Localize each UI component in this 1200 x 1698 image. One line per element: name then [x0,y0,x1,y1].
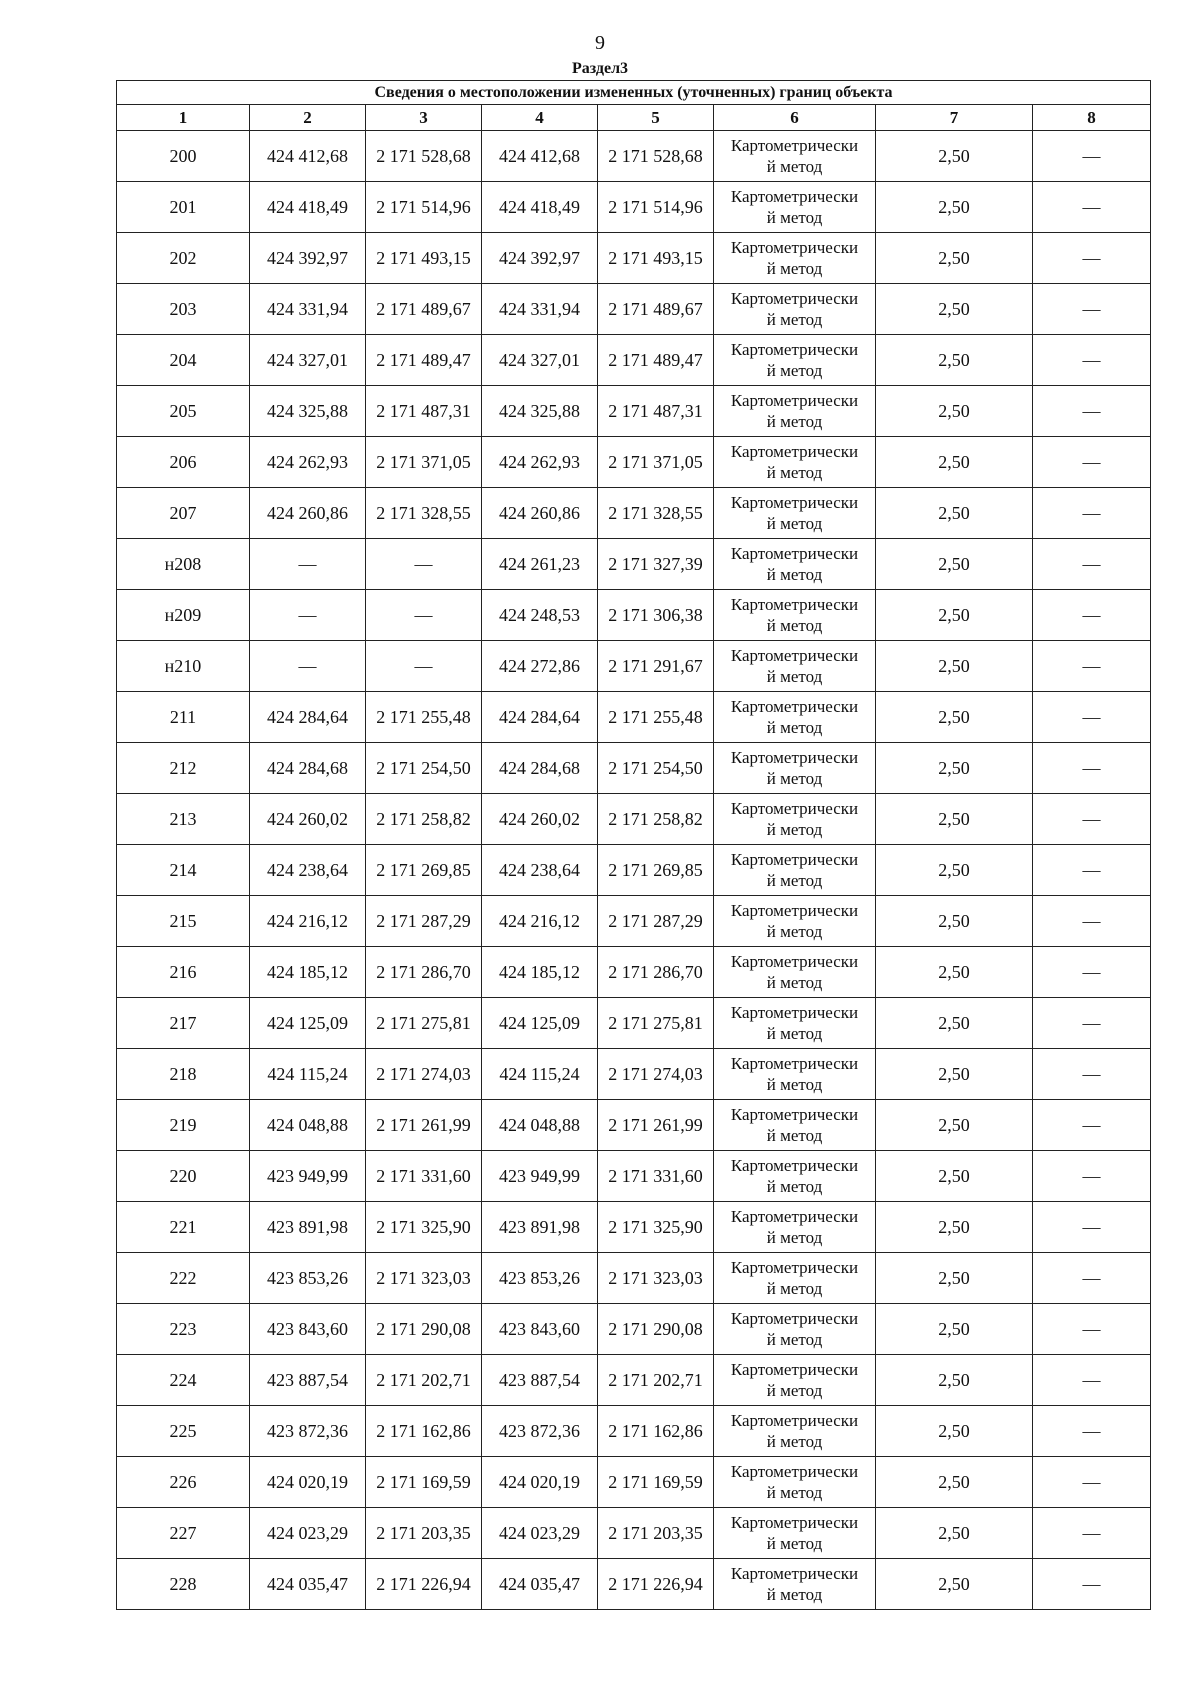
cell-point-number: н209 [117,590,250,641]
cell-description: — [1033,692,1151,743]
cell-new-x: 423 853,26 [482,1253,598,1304]
table-caption: Сведения о местоположении измененных (уточненных) границ объекта [117,81,1151,105]
cell-new-x: 424 023,29 [482,1508,598,1559]
cell-new-y: 2 171 331,60 [598,1151,714,1202]
cell-new-y: 2 171 489,47 [598,335,714,386]
cell-accuracy: 2,50 [876,131,1033,182]
cell-accuracy: 2,50 [876,1508,1033,1559]
cell-new-y: 2 171 202,71 [598,1355,714,1406]
table-row [117,335,1151,386]
cell-description: — [1033,539,1151,590]
cell-existing-x: 424 284,64 [250,692,366,743]
cell-existing-x: 424 260,86 [250,488,366,539]
cell-description: — [1033,998,1151,1049]
cell-description: — [1033,1304,1151,1355]
cell-method: Картометрически й метод [714,794,876,845]
cell-description: — [1033,845,1151,896]
cell-accuracy: 2,50 [876,1253,1033,1304]
column-number-8: 8 [1033,105,1151,131]
cell-new-x: 423 887,54 [482,1355,598,1406]
cell-method: Картометрически й метод [714,590,876,641]
cell-existing-y: 2 171 328,55 [366,488,482,539]
cell-existing-y: 2 171 258,82 [366,794,482,845]
cell-existing-x: 423 872,36 [250,1406,366,1457]
cell-new-x: 423 843,60 [482,1304,598,1355]
cell-new-y: 2 171 323,03 [598,1253,714,1304]
cell-existing-x: 423 887,54 [250,1355,366,1406]
cell-method: Картометрически й метод [714,1508,876,1559]
cell-existing-y: 2 171 487,31 [366,386,482,437]
cell-point-number: 214 [117,845,250,896]
column-number-4: 4 [482,105,598,131]
cell-description: — [1033,182,1151,233]
cell-point-number: 217 [117,998,250,1049]
cell-new-y: 2 171 514,96 [598,182,714,233]
cell-new-y: 2 171 493,15 [598,233,714,284]
table-row [117,1151,1151,1202]
cell-description: — [1033,794,1151,845]
cell-accuracy: 2,50 [876,794,1033,845]
boundary-coordinates-table [116,80,1151,1610]
cell-point-number: н210 [117,641,250,692]
cell-description: — [1033,1049,1151,1100]
table-row [117,1049,1151,1100]
cell-new-x: 424 238,64 [482,845,598,896]
cell-new-y: 2 171 328,55 [598,488,714,539]
cell-new-x: 424 216,12 [482,896,598,947]
cell-new-y: 2 171 306,38 [598,590,714,641]
cell-new-y: 2 171 269,85 [598,845,714,896]
cell-existing-x: 424 125,09 [250,998,366,1049]
table-row [117,437,1151,488]
cell-new-y: 2 171 287,29 [598,896,714,947]
table-row [117,692,1151,743]
cell-new-x: 424 262,93 [482,437,598,488]
cell-accuracy: 2,50 [876,284,1033,335]
cell-description: — [1033,1406,1151,1457]
cell-existing-y: 2 171 325,90 [366,1202,482,1253]
cell-point-number: 213 [117,794,250,845]
table-row [117,1559,1151,1610]
cell-point-number: 226 [117,1457,250,1508]
cell-existing-x: 424 115,24 [250,1049,366,1100]
cell-accuracy: 2,50 [876,437,1033,488]
cell-method: Картометрически й метод [714,539,876,590]
cell-existing-x: 424 048,88 [250,1100,366,1151]
cell-method: Картометрически й метод [714,386,876,437]
cell-new-y: 2 171 203,35 [598,1508,714,1559]
table-row [117,1355,1151,1406]
cell-new-y: 2 171 286,70 [598,947,714,998]
cell-new-y: 2 171 261,99 [598,1100,714,1151]
cell-existing-y: 2 171 162,86 [366,1406,482,1457]
cell-accuracy: 2,50 [876,539,1033,590]
cell-description: — [1033,386,1151,437]
cell-point-number: 215 [117,896,250,947]
cell-new-x: 424 331,94 [482,284,598,335]
cell-existing-x: 424 216,12 [250,896,366,947]
cell-new-x: 423 949,99 [482,1151,598,1202]
cell-new-x: 424 248,53 [482,590,598,641]
cell-description: — [1033,488,1151,539]
cell-point-number: 227 [117,1508,250,1559]
cell-existing-y: 2 171 274,03 [366,1049,482,1100]
cell-accuracy: 2,50 [876,998,1033,1049]
cell-method: Картометрически й метод [714,743,876,794]
cell-existing-y: 2 171 169,59 [366,1457,482,1508]
cell-existing-y: 2 171 275,81 [366,998,482,1049]
cell-accuracy: 2,50 [876,1457,1033,1508]
table-row [117,641,1151,692]
cell-description: — [1033,131,1151,182]
cell-point-number: 228 [117,1559,250,1610]
cell-method: Картометрически й метод [714,1049,876,1100]
table-row [117,845,1151,896]
cell-existing-x: 424 284,68 [250,743,366,794]
cell-accuracy: 2,50 [876,641,1033,692]
cell-accuracy: 2,50 [876,233,1033,284]
cell-description: — [1033,590,1151,641]
cell-new-x: 423 891,98 [482,1202,598,1253]
column-number-7: 7 [876,105,1033,131]
cell-new-y: 2 171 371,05 [598,437,714,488]
cell-new-x: 424 020,19 [482,1457,598,1508]
cell-description: — [1033,335,1151,386]
cell-method: Картометрически й метод [714,1202,876,1253]
column-number-5: 5 [598,105,714,131]
cell-description: — [1033,1253,1151,1304]
cell-existing-y: 2 171 202,71 [366,1355,482,1406]
cell-existing-y: 2 171 528,68 [366,131,482,182]
cell-new-x: 424 418,49 [482,182,598,233]
cell-existing-y: 2 171 489,67 [366,284,482,335]
cell-new-y: 2 171 327,39 [598,539,714,590]
table-row [117,182,1151,233]
cell-new-y: 2 171 325,90 [598,1202,714,1253]
cell-description: — [1033,743,1151,794]
cell-new-y: 2 171 487,31 [598,386,714,437]
cell-existing-y: 2 171 287,29 [366,896,482,947]
cell-new-y: 2 171 169,59 [598,1457,714,1508]
cell-new-y: 2 171 274,03 [598,1049,714,1100]
cell-existing-x: 424 392,97 [250,233,366,284]
cell-new-x: 424 327,01 [482,335,598,386]
cell-existing-x: 424 412,68 [250,131,366,182]
cell-existing-y: 2 171 261,99 [366,1100,482,1151]
cell-point-number: 221 [117,1202,250,1253]
cell-description: — [1033,1457,1151,1508]
cell-new-x: 424 272,86 [482,641,598,692]
table-row [117,539,1151,590]
cell-new-y: 2 171 226,94 [598,1559,714,1610]
cell-method: Картометрически й метод [714,1559,876,1610]
cell-existing-x: 424 185,12 [250,947,366,998]
cell-new-y: 2 171 255,48 [598,692,714,743]
cell-accuracy: 2,50 [876,1406,1033,1457]
cell-existing-x: — [250,590,366,641]
cell-accuracy: 2,50 [876,1304,1033,1355]
cell-existing-y: 2 171 203,35 [366,1508,482,1559]
column-number-6: 6 [714,105,876,131]
cell-new-x: 424 185,12 [482,947,598,998]
cell-existing-x: — [250,641,366,692]
cell-accuracy: 2,50 [876,743,1033,794]
table-row [117,1100,1151,1151]
cell-method: Картометрически й метод [714,437,876,488]
cell-existing-x: 424 035,47 [250,1559,366,1610]
cell-description: — [1033,1559,1151,1610]
cell-description: — [1033,1508,1151,1559]
cell-new-x: 424 261,23 [482,539,598,590]
cell-new-x: 424 392,97 [482,233,598,284]
cell-new-x: 424 125,09 [482,998,598,1049]
cell-new-y: 2 171 489,67 [598,284,714,335]
cell-accuracy: 2,50 [876,845,1033,896]
cell-existing-y: — [366,539,482,590]
cell-point-number: 220 [117,1151,250,1202]
cell-method: Картометрически й метод [714,488,876,539]
cell-existing-x: 424 327,01 [250,335,366,386]
cell-existing-x: 423 891,98 [250,1202,366,1253]
cell-method: Картометрически й метод [714,1406,876,1457]
cell-method: Картометрически й метод [714,233,876,284]
table-row [117,1508,1151,1559]
cell-existing-y: 2 171 255,48 [366,692,482,743]
cell-point-number: 222 [117,1253,250,1304]
cell-accuracy: 2,50 [876,386,1033,437]
cell-existing-y: 2 171 290,08 [366,1304,482,1355]
table-row [117,1406,1151,1457]
cell-point-number: 204 [117,335,250,386]
cell-new-x: 424 035,47 [482,1559,598,1610]
cell-existing-x: 424 262,93 [250,437,366,488]
cell-new-x: 424 284,68 [482,743,598,794]
cell-point-number: 223 [117,1304,250,1355]
cell-new-y: 2 171 291,67 [598,641,714,692]
cell-method: Картометрически й метод [714,1304,876,1355]
cell-point-number: 200 [117,131,250,182]
table-row [117,386,1151,437]
table-row [117,947,1151,998]
cell-new-y: 2 171 275,81 [598,998,714,1049]
cell-existing-y: 2 171 331,60 [366,1151,482,1202]
cell-description: — [1033,437,1151,488]
cell-existing-x: 423 949,99 [250,1151,366,1202]
column-number-1: 1 [117,105,250,131]
cell-point-number: 206 [117,437,250,488]
cell-new-x: 424 412,68 [482,131,598,182]
column-number-3: 3 [366,105,482,131]
cell-description: — [1033,233,1151,284]
cell-new-x: 424 325,88 [482,386,598,437]
cell-existing-y: 2 171 489,47 [366,335,482,386]
cell-existing-y: 2 171 286,70 [366,947,482,998]
cell-existing-y: 2 171 493,15 [366,233,482,284]
cell-point-number: 202 [117,233,250,284]
cell-point-number: н208 [117,539,250,590]
cell-new-y: 2 171 528,68 [598,131,714,182]
cell-existing-x: 424 020,19 [250,1457,366,1508]
cell-method: Картометрически й метод [714,641,876,692]
cell-accuracy: 2,50 [876,1559,1033,1610]
cell-description: — [1033,1100,1151,1151]
table-row [117,131,1151,182]
cell-accuracy: 2,50 [876,1151,1033,1202]
cell-existing-y: 2 171 371,05 [366,437,482,488]
cell-existing-x: 424 023,29 [250,1508,366,1559]
section-title: Раздел3 [571,60,629,77]
cell-accuracy: 2,50 [876,692,1033,743]
cell-accuracy: 2,50 [876,335,1033,386]
cell-description: — [1033,284,1151,335]
cell-method: Картометрически й метод [714,131,876,182]
cell-existing-x: 424 418,49 [250,182,366,233]
cell-method: Картометрически й метод [714,284,876,335]
cell-method: Картометрически й метод [714,947,876,998]
cell-accuracy: 2,50 [876,1049,1033,1100]
table-row [117,1202,1151,1253]
cell-accuracy: 2,50 [876,1355,1033,1406]
cell-point-number: 205 [117,386,250,437]
table-row [117,1304,1151,1355]
cell-method: Картометрически й метод [714,896,876,947]
cell-existing-x: 424 260,02 [250,794,366,845]
table-row [117,1253,1151,1304]
cell-accuracy: 2,50 [876,488,1033,539]
cell-existing-y: — [366,590,482,641]
table-row [117,896,1151,947]
cell-method: Картометрически й метод [714,998,876,1049]
cell-existing-y: — [366,641,482,692]
cell-point-number: 216 [117,947,250,998]
cell-accuracy: 2,50 [876,896,1033,947]
cell-existing-y: 2 171 254,50 [366,743,482,794]
cell-existing-y: 2 171 514,96 [366,182,482,233]
cell-method: Картометрически й метод [714,692,876,743]
cell-existing-x: 424 325,88 [250,386,366,437]
cell-new-x: 424 115,24 [482,1049,598,1100]
cell-point-number: 211 [117,692,250,743]
cell-point-number: 224 [117,1355,250,1406]
cell-new-x: 424 048,88 [482,1100,598,1151]
cell-accuracy: 2,50 [876,1100,1033,1151]
cell-description: — [1033,1355,1151,1406]
cell-new-x: 424 284,64 [482,692,598,743]
cell-accuracy: 2,50 [876,590,1033,641]
cell-description: — [1033,896,1151,947]
cell-method: Картометрически й метод [714,845,876,896]
cell-description: — [1033,641,1151,692]
cell-existing-y: 2 171 226,94 [366,1559,482,1610]
cell-accuracy: 2,50 [876,947,1033,998]
cell-method: Картометрически й метод [714,1151,876,1202]
cell-description: — [1033,1151,1151,1202]
cell-existing-x: 423 843,60 [250,1304,366,1355]
cell-existing-y: 2 171 323,03 [366,1253,482,1304]
cell-new-x: 424 260,86 [482,488,598,539]
page-number: 9 [595,32,605,54]
cell-method: Картометрически й метод [714,182,876,233]
cell-method: Картометрически й метод [714,1100,876,1151]
cell-method: Картометрически й метод [714,1355,876,1406]
cell-new-y: 2 171 258,82 [598,794,714,845]
cell-accuracy: 2,50 [876,182,1033,233]
cell-new-x: 424 260,02 [482,794,598,845]
cell-point-number: 218 [117,1049,250,1100]
cell-point-number: 201 [117,182,250,233]
cell-existing-x: 424 331,94 [250,284,366,335]
cell-existing-y: 2 171 269,85 [366,845,482,896]
cell-new-y: 2 171 290,08 [598,1304,714,1355]
column-number-2: 2 [250,105,366,131]
table-row [117,1457,1151,1508]
cell-description: — [1033,1202,1151,1253]
table-row [117,488,1151,539]
table-row [117,284,1151,335]
cell-existing-x: 424 238,64 [250,845,366,896]
cell-method: Картометрически й метод [714,1457,876,1508]
cell-accuracy: 2,50 [876,1202,1033,1253]
table-row [117,794,1151,845]
cell-description: — [1033,947,1151,998]
cell-method: Картометрически й метод [714,335,876,386]
cell-new-y: 2 171 162,86 [598,1406,714,1457]
table-row [117,590,1151,641]
cell-point-number: 225 [117,1406,250,1457]
cell-point-number: 203 [117,284,250,335]
table-row [117,998,1151,1049]
cell-point-number: 219 [117,1100,250,1151]
cell-existing-x: — [250,539,366,590]
cell-new-y: 2 171 254,50 [598,743,714,794]
cell-new-x: 423 872,36 [482,1406,598,1457]
table-row [117,233,1151,284]
cell-point-number: 212 [117,743,250,794]
cell-method: Картометрически й метод [714,1253,876,1304]
table-row [117,743,1151,794]
cell-existing-x: 423 853,26 [250,1253,366,1304]
cell-point-number: 207 [117,488,250,539]
